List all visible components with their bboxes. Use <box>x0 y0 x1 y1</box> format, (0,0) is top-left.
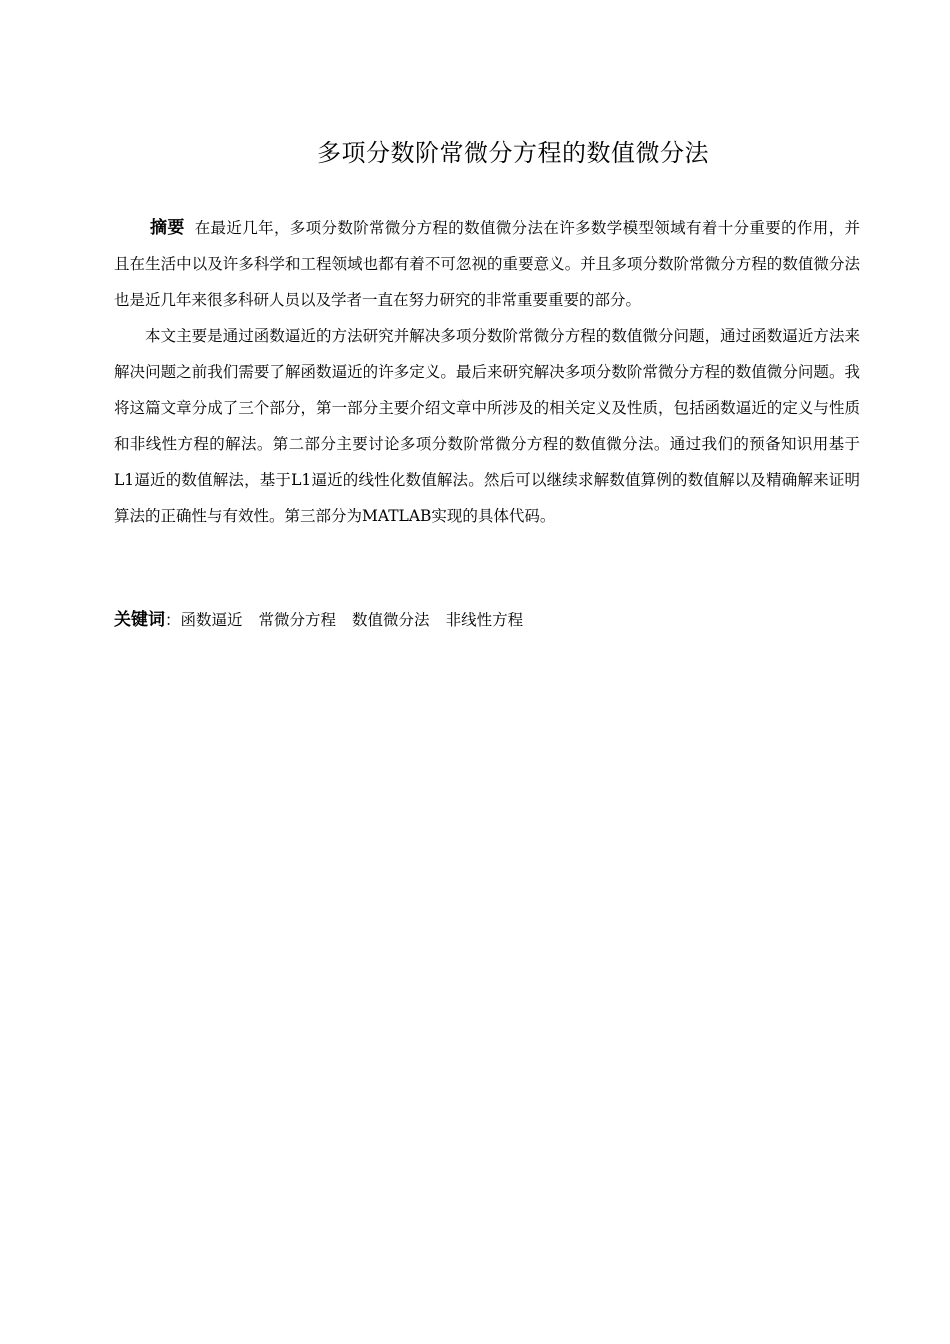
keyword-item: 常微分方程 <box>258 611 337 629</box>
abstract-paragraph-2: 本文主要是通过函数逼近的方法研究并解决多项分数阶常微分方程的数值微分问题，通过函数逼近方法来解决问题之前我们需要了解函数逼近的许多定义。最后来研究解决多项分数阶常微分方程的数值微分问题。我将这篇文章分成了三个部分，第一部分主要介绍文章中所涉及的相关定义及性质，包括函数逼近的定义与性质和非线性方程的解法。第二部分主要讨论多项分数阶常微分方程的数值微分法。通过我们的预备知识用基于L1逼近的数值解法，基于L1逼近的线性化数值解法。然后可以继续求解数值算例的数值解以及精确解来证明算法的正确性与有效性。第三部分为MATLAB实现的具体代码。 <box>114 327 860 525</box>
keyword-item: 数值微分法 <box>352 611 430 629</box>
keywords-line <box>114 602 860 638</box>
abstract-text-1: 在最近几年，多项分数阶常微分方程的数值微分法在许多数学模型领域有着十分重要的作用，并且在生活中以及许多科学和工程领域也都有着不可忽视的重要意义。并且多项分数阶常微分方程的数值微分法也是近几年来很多科研人员以及学者一直在努力研究的非常重要重要的部分。 <box>114 219 860 309</box>
abstract-label: 摘要 <box>150 218 185 238</box>
paper-title: 多项分数阶常微分方程的数值微分法 <box>317 139 709 167</box>
abstract-paragraph-1 <box>114 210 860 318</box>
keyword-item: 函数逼近 <box>180 611 243 629</box>
keyword-item: 非线性方程 <box>445 611 524 629</box>
keywords-label: 关键词 <box>114 610 165 630</box>
keywords-separator: ： <box>165 611 181 629</box>
